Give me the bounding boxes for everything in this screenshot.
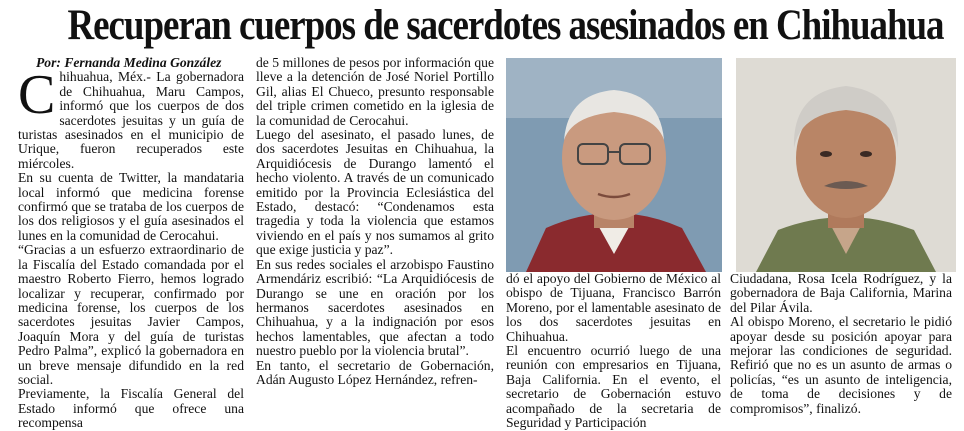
paragraph: “Gracias a un esfuerzo extraordinario de la Fiscalía del Estado comandada por el maestro Roberto Fierro, hemos logrado localizar y recuperar, confirmado por medicina forense, los cuerpos de los sacerdotes jesuitas Javier Campos, Joaquín Mora y del guía de turistas Pedro Palma”, explicó la gobernadora en un breve mensaje difundido en la red social.: [18, 242, 244, 387]
paragraph: En su cuenta de Twitter, la mandataria local informó que medicina forense confirmó que se trataba de los cuerpos de los dos religiosos y el guía asesinados el lunes en la comunidad de Cerocahui.: [18, 170, 244, 243]
paragraph: En tanto, el secretario de Gobernación, Adán Augusto López Hernández, refren-: [256, 357, 494, 387]
paragraph: Previamente, la Fiscalía General del Estado informó que ofrece una recompensa: [18, 386, 244, 431]
byline: Por: Fernanda Medina González: [36, 55, 222, 70]
paragraph: hihuahua, Méx.- La gobernadora de Chihuahua, Maru Campos, informó que los cuerpos de dos sacerdotes jesuitas y un guía de turistas asesinados en el municipio de Urique, fueron recuperados este miércoles.: [18, 69, 244, 171]
paragraph: El encuentro ocurrió luego de una reunión con empresarios en Tijuana, Baja California. En el evento, el secretario de Gobernación estuvo acompañado de la secretaria de Seguridad y Participación: [506, 343, 721, 431]
paragraph: de 5 millones de pesos por información que lleve a la detención de José Noriel Portillo Gil, alias El Chueco, presunto responsable del triple crimen cometido en la iglesia de la comunidad de Cerocahui.: [256, 55, 494, 128]
paragraph: Al obispo Moreno, el secretario le pidió apoyar desde su posición apoyar para mejorar las condiciones de seguridad. Refirió que no es un asunto de armas o policías, “es un asunto de inteligencia, de toma de decisiones y de compromisos”, finalizó.: [730, 314, 952, 416]
article-column-2: [256, 56, 494, 417]
article-column-4: [730, 272, 952, 417]
paragraph: dó el apoyo del Gobierno de México al obispo de Tijuana, Francisco Barrón Moreno, por el lamentable asesinato de los dos sacerdotes jesuitas en Chihuahua.: [506, 271, 721, 344]
paragraph: En sus redes sociales el arzobispo Faustino Armendáriz escribió: “La Arquidiócesis de Durango se une en oración por los hermanos sacerdotes asesinados en Chihuahua, y a la indignación por esos hechos lamentables, que afectan a todo nuestro pueblo por la violencia brutal”.: [256, 256, 494, 359]
paragraph: Ciudadana, Rosa Icela Rodríguez, y la gobernadora de Baja California, Marina del Pilar Ávila.: [730, 271, 952, 315]
priest-photo-1: [506, 58, 722, 272]
portrait-illustration-2: [736, 58, 956, 272]
priest-photo-2: [736, 58, 956, 272]
paragraph: Luego del asesinato, el pasado lunes, de dos sacerdotes Jesuitas en Chihuahua, la Arquidiócesis de Durango lamentó el hecho violento. A través de un comunicado emitido por la Provincia Eclesiástica del Estado, destacó: “Condenamos esta tragedia y toda la violencia que estamos viviendo en el país y nos sumamos al grito que exige justicia y paz”.: [256, 127, 494, 258]
drop-cap: C: [18, 64, 56, 127]
headline: Recuperan cuerpos de sacerdotes asesinados en Chihuahua: [67, 2, 944, 49]
article-column-3: [506, 271, 721, 431]
portrait-illustration-1: [506, 58, 722, 272]
article-column-1: [18, 55, 244, 431]
